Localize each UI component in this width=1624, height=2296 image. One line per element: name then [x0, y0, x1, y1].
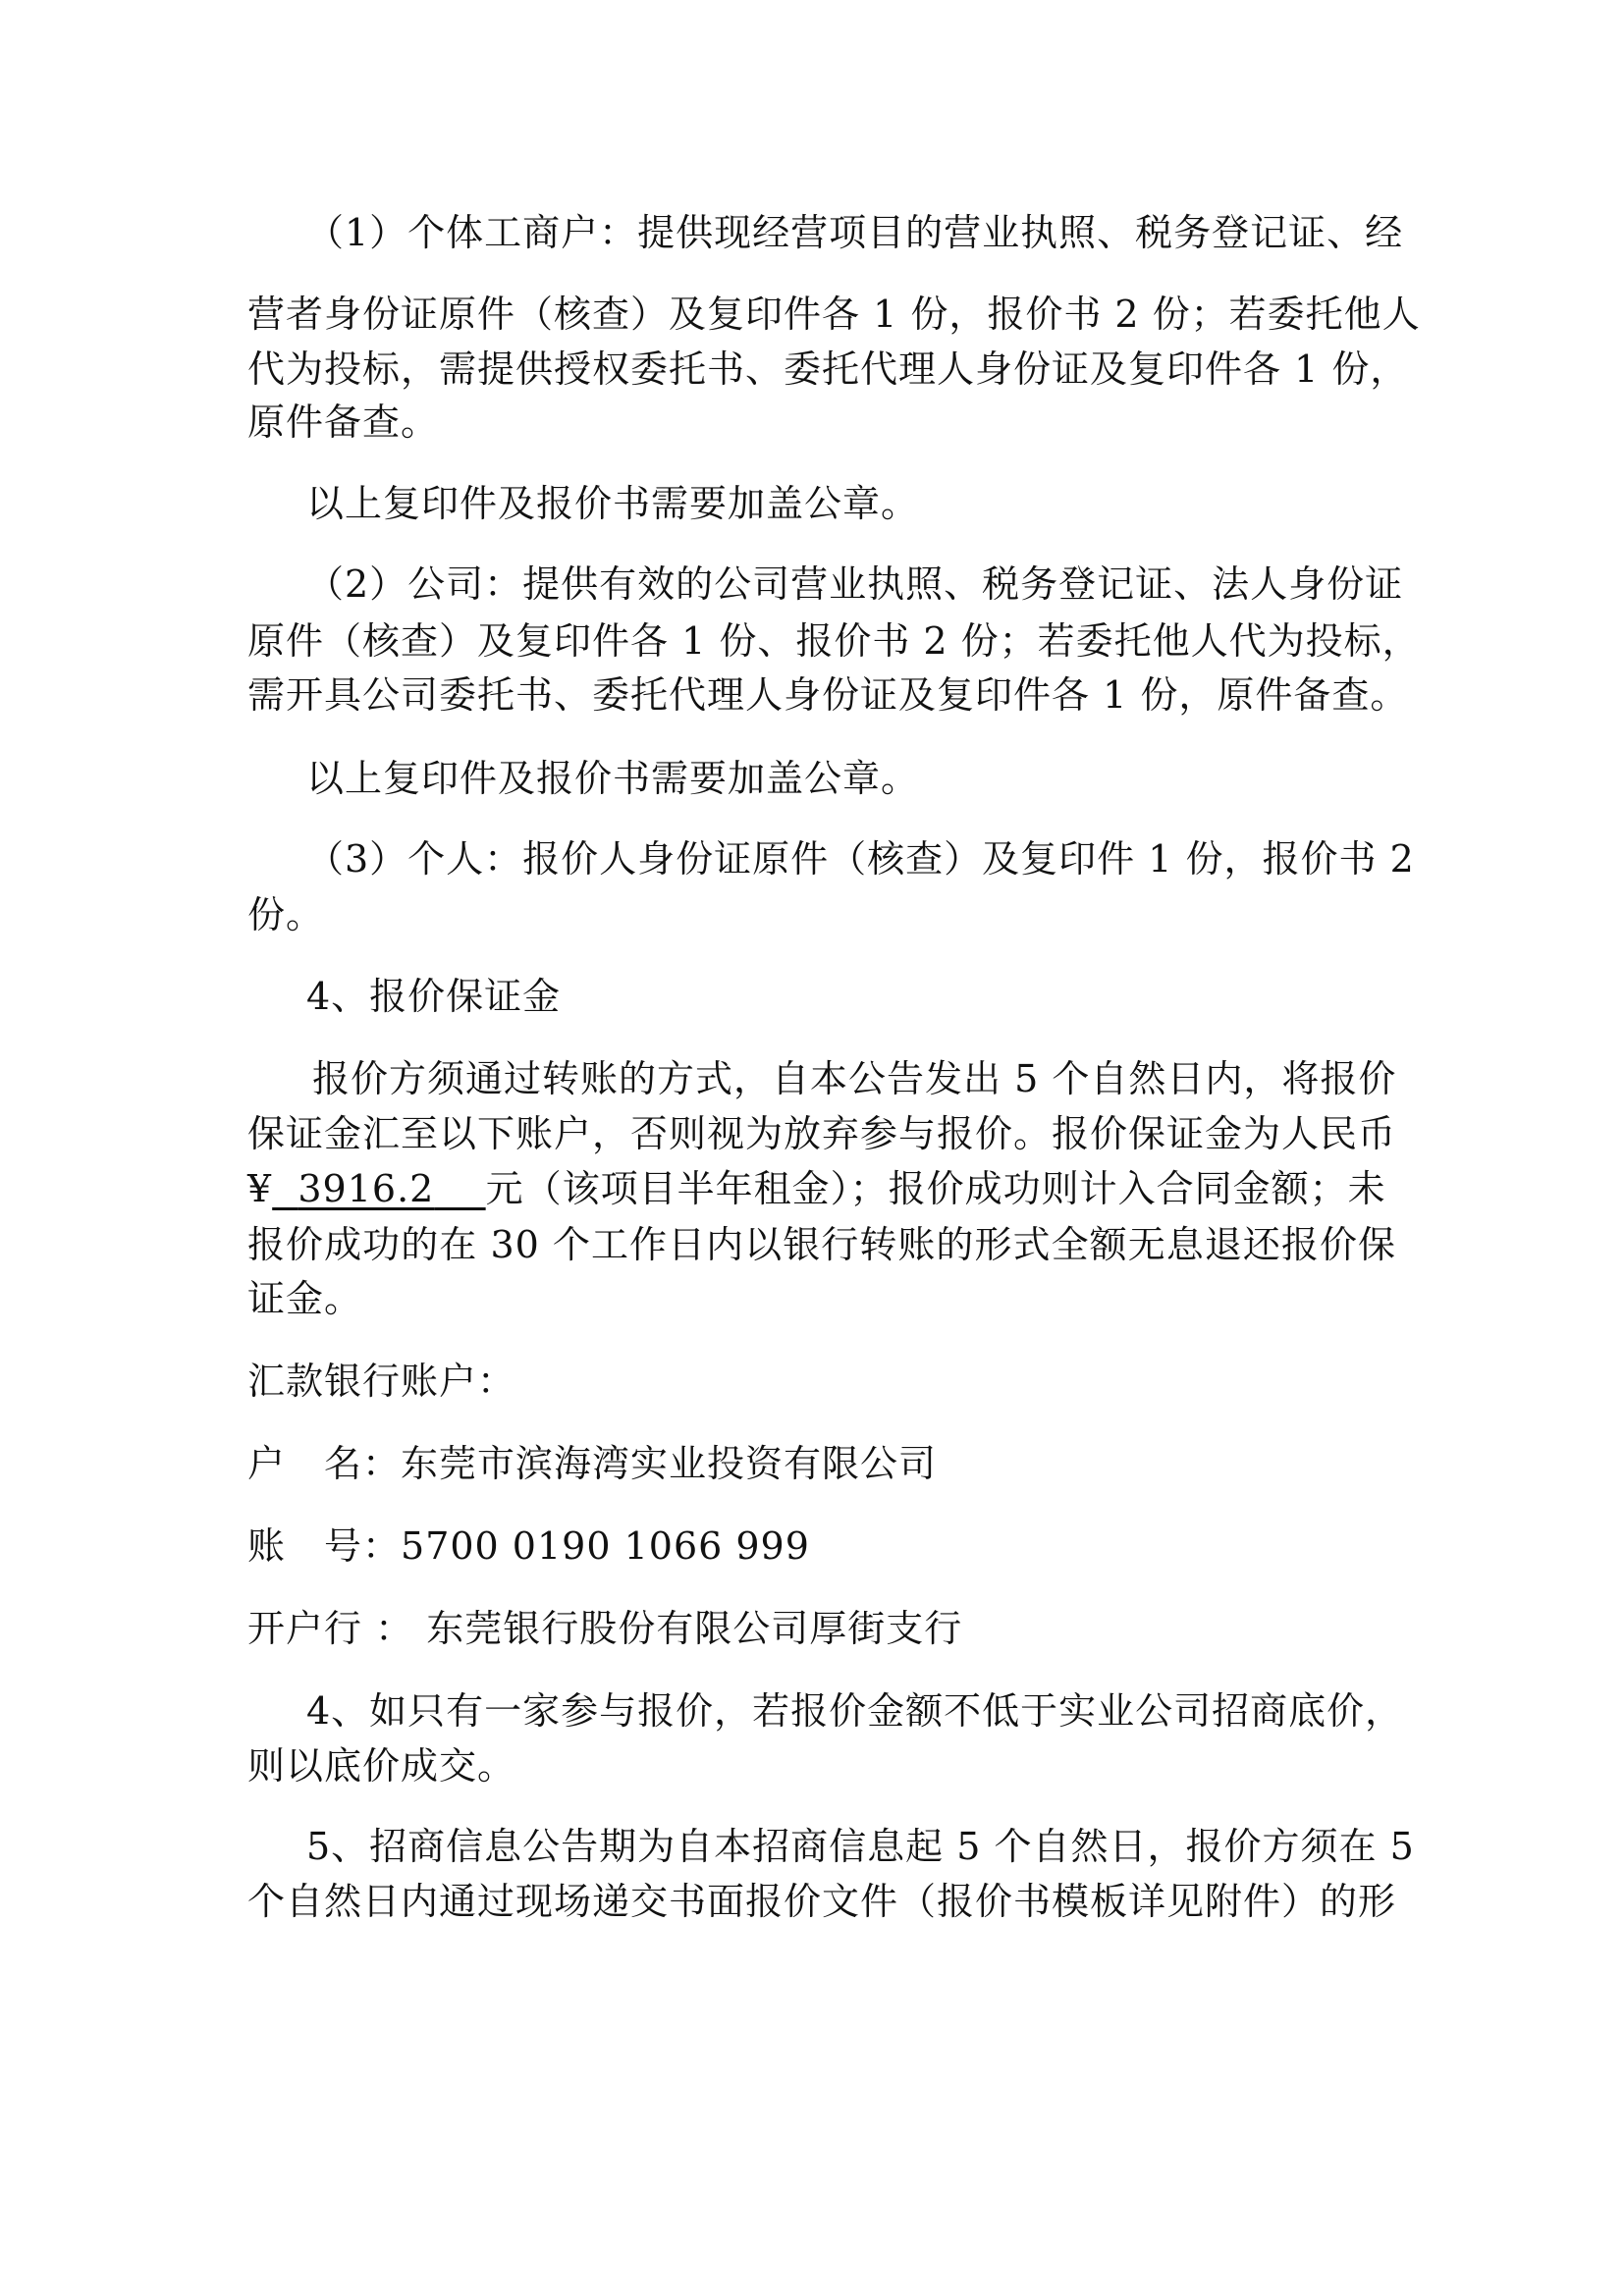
deposit-line5: 证金。 [247, 1277, 363, 1320]
para1-line1: （1）个体工商户：提供现经营项目的营业执照、税务登记证、经 [306, 211, 1404, 254]
bank-name-value: 东莞市滨海湾实业投资有限公司 [401, 1442, 938, 1485]
currency-symbol: ¥ [247, 1167, 273, 1210]
bank-name-row [247, 1439, 1396, 1488]
deposit-line2: 保证金汇至以下账户，否则视为放弃参与报价。报价保证金为人民币 [247, 1112, 1397, 1155]
item5-line2: 个自然日内通过现场递交书面报价文件（报价书模板详见附件）的形 [247, 1880, 1397, 1923]
para1-line3: 代为投标，需提供授权委托书、委托代理人身份证及复印件各 1 份， [247, 347, 1409, 391]
para2-line2: 原件（核查）及复印件各 1 份、报价书 2 份；若委托他人代为投标， [247, 619, 1421, 663]
deposit-line3-rest: 元（该项目半年租金）；报价成功则计入合同金额；未 [485, 1167, 1386, 1210]
bank-branch-label: 开户行 ： [247, 1607, 414, 1650]
note2-text: 以上复印件及报价书需要加盖公章。 [306, 757, 920, 800]
para3-line2: 份。 [247, 893, 325, 936]
bank-account-label: 账 号： [247, 1524, 402, 1568]
para2-line3: 需开具公司委托书、委托代理人身份证及复印件各 1 份，原件备查。 [247, 673, 1409, 717]
para3-line1: （3）个人：报价人身份证原件（核查）及复印件 1 份，报价书 2 [306, 837, 1415, 881]
item4b-line2: 则以底价成交。 [247, 1744, 516, 1788]
deposit-amount-value: 3916.2 [298, 1167, 435, 1210]
bank-branch-value: 东莞银行股份有限公司厚街支行 [426, 1607, 963, 1650]
bank-account-value: 5700 0190 1066 999 [401, 1524, 810, 1568]
deposit-line4: 报价成功的在 30 个工作日内以银行转账的形式全额无息退还报价保 [247, 1223, 1396, 1266]
bank-account-row [247, 1522, 1396, 1571]
note1-text: 以上复印件及报价书需要加盖公章。 [306, 482, 920, 525]
item5-line1: 5、招商信息公告期为自本招商信息起 5 个自然日，报价方须在 5 [306, 1825, 1415, 1868]
para1-line4: 原件备查。 [247, 400, 440, 444]
bank-title: 汇款银行账户： [247, 1360, 516, 1403]
bank-branch-row [247, 1604, 1396, 1653]
para1-line2: 营者身份证原件（核查）及复印件各 1 份，报价书 2 份；若委托他人 [247, 293, 1421, 336]
bank-name-label: 户 名： [247, 1442, 402, 1485]
section-heading-deposit: 4、报价保证金 [306, 975, 562, 1018]
deposit-line3 [247, 1164, 1396, 1213]
item4b-line1: 4、如只有一家参与报价，若报价金额不低于实业公司招商底价， [306, 1689, 1404, 1733]
para2-line1: （2）公司：提供有效的公司营业执照、税务登记证、法人身份证 [306, 562, 1404, 606]
deposit-amount [272, 1164, 485, 1213]
deposit-line1: 报价方须通过转账的方式，自本公告发出 5 个自然日内，将报价 [312, 1057, 1397, 1100]
